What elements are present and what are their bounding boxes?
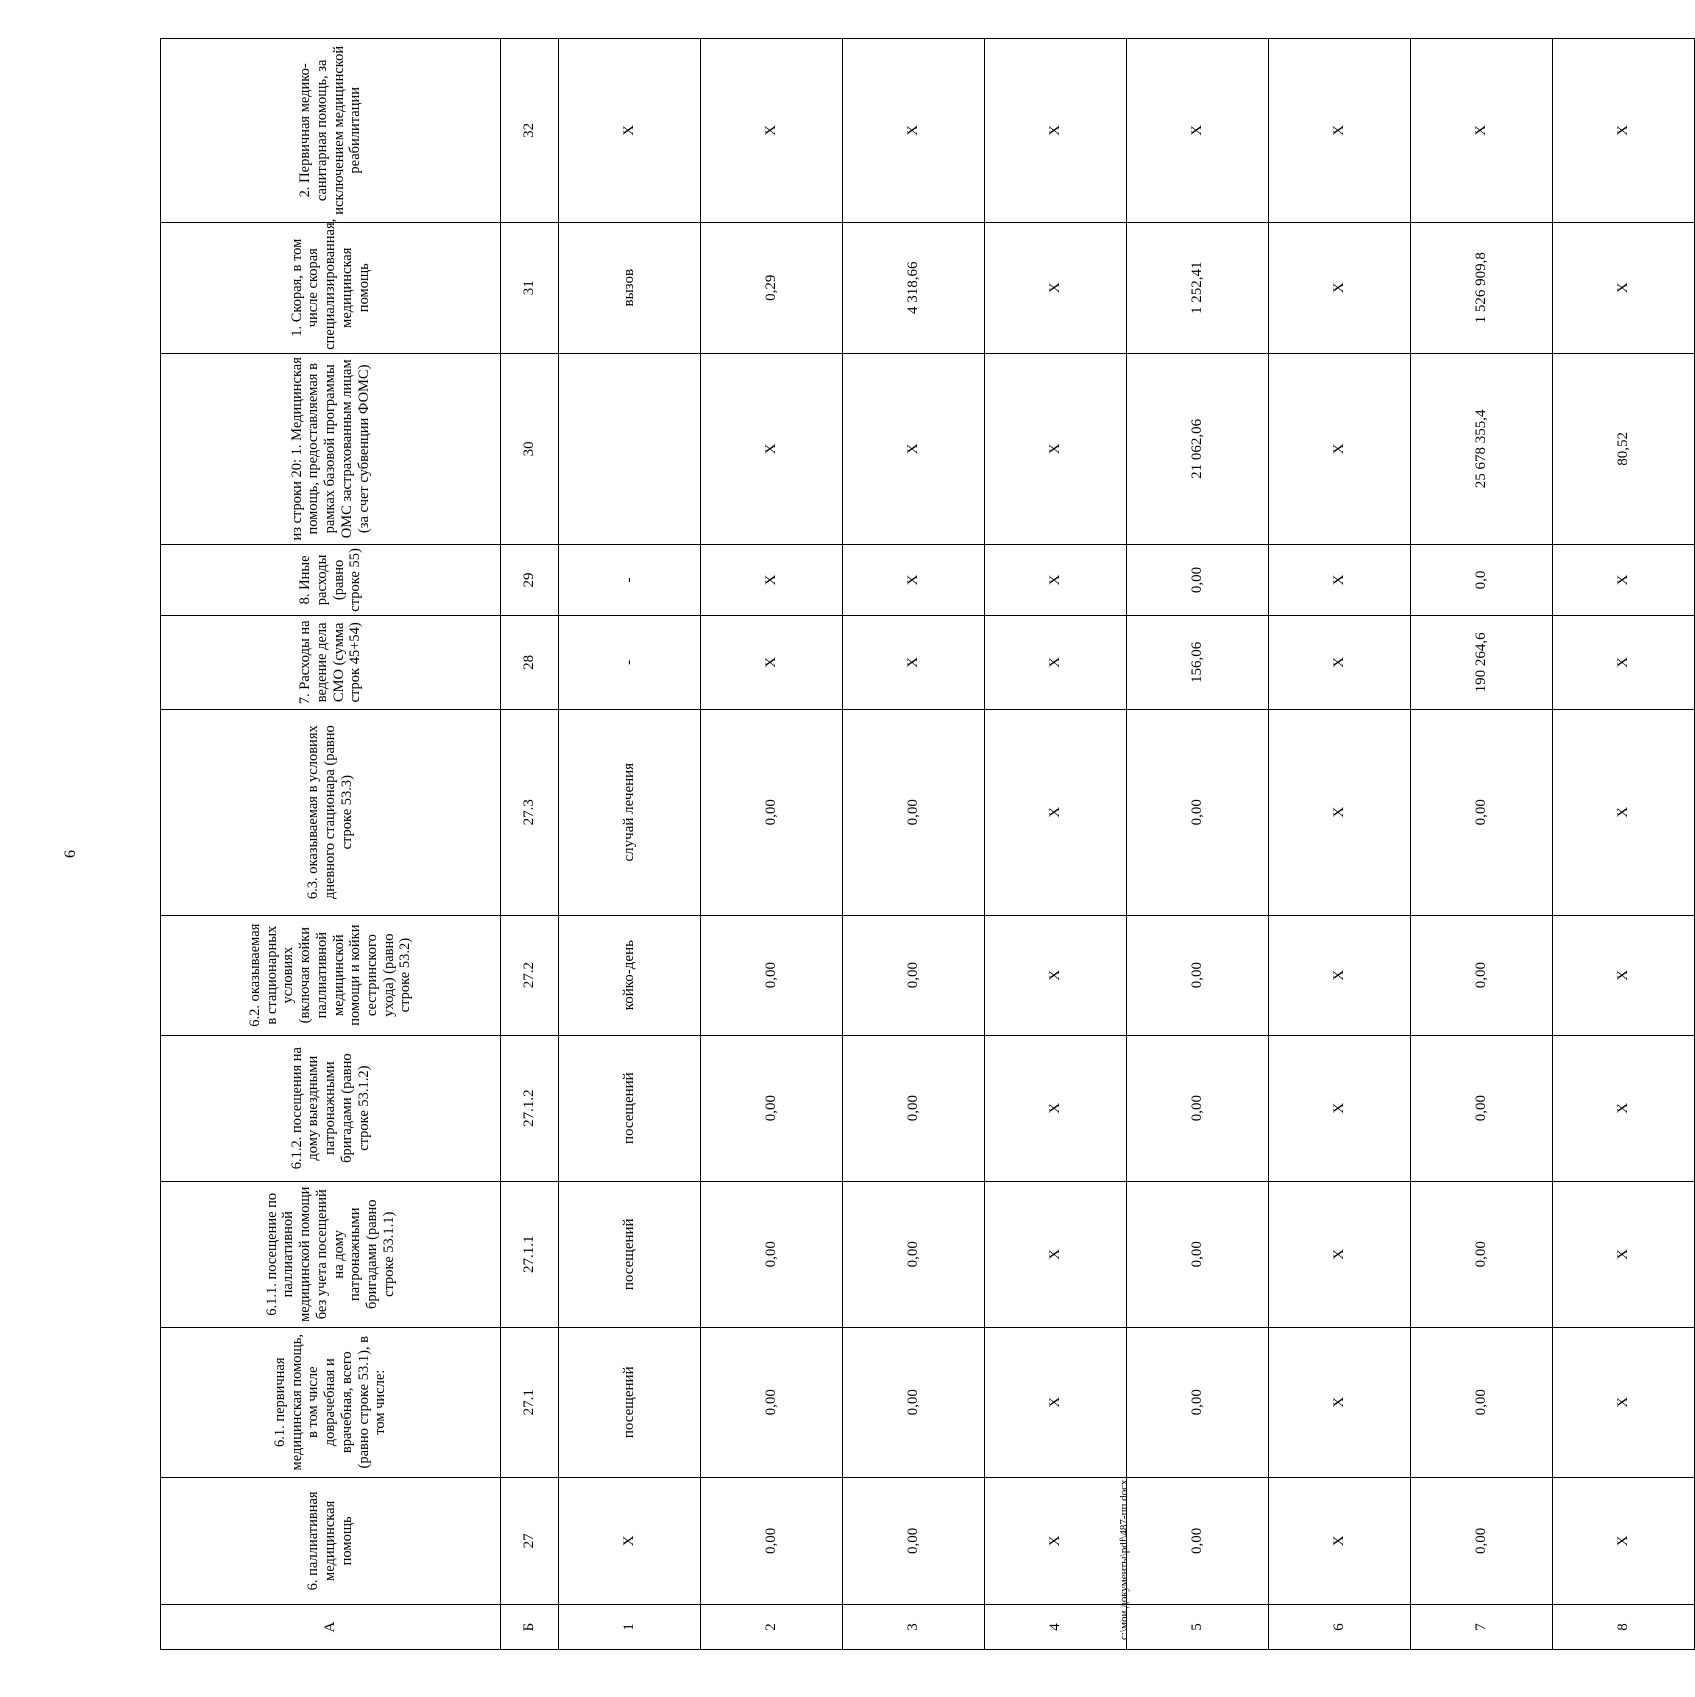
table-cell: 6.1.2. посещения на дому выездными патронажными бригадами (равно строке 53.1.2) <box>161 1035 501 1181</box>
table-cell: 0,0 <box>1411 544 1553 615</box>
table-cell: Х <box>559 1477 701 1604</box>
table-cell: Х <box>1553 1477 1695 1604</box>
table-cell: 0,00 <box>843 1477 985 1604</box>
table-cell: 0,00 <box>1127 544 1269 615</box>
table-cell: Х <box>1269 1327 1411 1477</box>
table-cell: Х <box>985 1181 1127 1327</box>
column-header-cell: Б <box>501 1605 559 1650</box>
table-cell: посещений <box>559 1181 701 1327</box>
table-cell: Х <box>985 1477 1127 1604</box>
table-cell: 6.3. оказываемая в условиях дневного стационара (равно строке 53.3) <box>161 709 501 915</box>
table-cell: Х <box>843 544 985 615</box>
table-cell: Х <box>985 39 1127 223</box>
table-cell: 0,00 <box>1411 1327 1553 1477</box>
table-cell: 0,00 <box>701 1181 843 1327</box>
table-cell: посещений <box>559 1327 701 1477</box>
footer-file-path: c:\мои документы\pdf\487-пп.docx <box>1118 1479 1130 1640</box>
table-cell: посещений <box>559 1035 701 1181</box>
table-cell: 2. Первичная медико-санитарная помощь, за исключением медицинской реабилитации <box>161 39 501 223</box>
table-cell: Х <box>1553 915 1695 1035</box>
table-cell: Х <box>843 353 985 544</box>
table-cell: Х <box>1553 222 1695 353</box>
table-cell: Х <box>1553 1327 1695 1477</box>
table-cell: Х <box>1269 915 1411 1035</box>
column-header-cell: 7 <box>1411 1605 1553 1650</box>
table-field-row <box>501 39 559 1650</box>
table-cell: Х <box>1269 353 1411 544</box>
table-cell: Х <box>985 709 1127 915</box>
table-field-row <box>1269 39 1411 1650</box>
table-cell: 30 <box>501 353 559 544</box>
table-cell: - <box>559 616 701 710</box>
table-cell: Х <box>1269 222 1411 353</box>
table-cell: 6.1.1. посещение по паллиативной медицинской помощи без учета посещений на дому патронажными бригадами (равно строке 53.1.1) <box>161 1181 501 1327</box>
column-header-cell: 6 <box>1269 1605 1411 1650</box>
table-cell: 0,00 <box>1411 1035 1553 1181</box>
table-cell: Х <box>701 544 843 615</box>
table-cell: вызов <box>559 222 701 353</box>
table-cell: Х <box>1269 39 1411 223</box>
column-header-cell: 4 <box>985 1605 1127 1650</box>
table-cell: Х <box>1411 39 1553 223</box>
table-cell: 0,29 <box>701 222 843 353</box>
table-cell: Х <box>985 616 1127 710</box>
table-cell: 0,00 <box>1411 1181 1553 1327</box>
table-cell: 28 <box>501 616 559 710</box>
table-cell: 32 <box>501 39 559 223</box>
table-cell: Х <box>985 915 1127 1035</box>
table-cell: Х <box>1269 1477 1411 1604</box>
table-cell: 0,00 <box>701 915 843 1035</box>
table-cell: Х <box>1269 1035 1411 1181</box>
table-cell: Х <box>1269 709 1411 915</box>
table-cell: Х <box>985 222 1127 353</box>
table-cell: Х <box>1127 39 1269 223</box>
table-cell: Х <box>559 39 701 223</box>
column-header-cell: 8 <box>1553 1605 1695 1650</box>
table-cell: 27.1 <box>501 1327 559 1477</box>
table-cell: 4 318,66 <box>843 222 985 353</box>
table-cell: 80,52 <box>1553 353 1695 544</box>
table-cell: Х <box>701 616 843 710</box>
table-cell: 156,06 <box>1127 616 1269 710</box>
table-cell: 6. паллиативная медицинская помощь <box>161 1477 501 1604</box>
table-cell: Х <box>1269 1181 1411 1327</box>
table-cell: 0,00 <box>701 1477 843 1604</box>
table-cell: 0,00 <box>843 1035 985 1181</box>
table-cell: 21 062,06 <box>1127 353 1269 544</box>
table-field-row <box>161 39 501 1650</box>
data-table <box>160 38 1695 1650</box>
table-cell: Х <box>985 1035 1127 1181</box>
table-cell: 27.3 <box>501 709 559 915</box>
column-header-cell: 1 <box>559 1605 701 1650</box>
table-cell: 27 <box>501 1477 559 1604</box>
column-header-cell: 5 <box>1127 1605 1269 1650</box>
table-field-row <box>843 39 985 1650</box>
table-cell: 1 252,41 <box>1127 222 1269 353</box>
table-cell: случай лечения <box>559 709 701 915</box>
table-cell: Х <box>1553 616 1695 710</box>
table-cell: 29 <box>501 544 559 615</box>
table-cell: Х <box>985 353 1127 544</box>
table-field-row <box>1127 39 1269 1650</box>
table-cell: Х <box>1269 544 1411 615</box>
table-cell: 0,00 <box>1127 915 1269 1035</box>
table-cell: 31 <box>501 222 559 353</box>
table-cell: 25 678 355,4 <box>1411 353 1553 544</box>
table-cell: Х <box>701 353 843 544</box>
table-cell <box>559 353 701 544</box>
table-cell: 0,00 <box>1411 709 1553 915</box>
column-header-cell: 3 <box>843 1605 985 1650</box>
table-cell: - <box>559 544 701 615</box>
table-cell: Х <box>1269 616 1411 710</box>
table-cell: 1 526 909,8 <box>1411 222 1553 353</box>
table-cell: 0,00 <box>701 709 843 915</box>
table-field-row <box>1411 39 1553 1650</box>
table-cell: Х <box>985 1327 1127 1477</box>
table-cell: 190 264,6 <box>1411 616 1553 710</box>
page-number: 6 <box>62 850 79 858</box>
table-cell: 27.2 <box>501 915 559 1035</box>
table-cell: Х <box>1553 39 1695 223</box>
table-cell: 27.1.1 <box>501 1181 559 1327</box>
table-cell: 27.1.2 <box>501 1035 559 1181</box>
table-cell: 6.1. первичная медицинская помощь, в том числе доврачебная и врачебная, всего (равно строке 53.1), в том числе: <box>161 1327 501 1477</box>
table-cell: Х <box>1553 544 1695 615</box>
table-cell: 0,00 <box>1127 1327 1269 1477</box>
table-cell: 8. Иные расходы (равно строке 55) <box>161 544 501 615</box>
table-field-row <box>985 39 1127 1650</box>
table-cell: 7. Расходы на ведение дела СМО (сумма строк 45+54) <box>161 616 501 710</box>
table-cell: 6.2. оказываемая в стационарных условиях (включая койки паллиативной медицинской помощи и койки сестринского ухода) (равно строке 53.2) <box>161 915 501 1035</box>
table-cell: из строки 20: 1. Медицинская помощь, предоставляемая в рамках базовой программы ОМС застрахованным лицам (за счет субвенции ФОМС) <box>161 353 501 544</box>
table-cell: 0,00 <box>1411 1477 1553 1604</box>
table-cell: 0,00 <box>843 709 985 915</box>
table-cell: Х <box>1553 1035 1695 1181</box>
table-cell: 0,00 <box>701 1035 843 1181</box>
column-header-cell: А <box>161 1605 501 1650</box>
table-cell: Х <box>843 39 985 223</box>
table-field-row <box>1553 39 1695 1650</box>
table-cell: Х <box>843 616 985 710</box>
table-cell: Х <box>1553 1181 1695 1327</box>
table-cell: Х <box>701 39 843 223</box>
table-cell: 0,00 <box>843 1181 985 1327</box>
table-cell: Х <box>985 544 1127 615</box>
table-cell: 1. Скорая, в том числе скорая специализированная, медицинская помощь <box>161 222 501 353</box>
column-header-cell: 2 <box>701 1605 843 1650</box>
table-cell: 0,00 <box>843 1327 985 1477</box>
table-cell: 0,00 <box>701 1327 843 1477</box>
table-cell: 0,00 <box>1127 1035 1269 1181</box>
table-cell: 0,00 <box>1127 1181 1269 1327</box>
table-field-row <box>559 39 701 1650</box>
table-field-row <box>701 39 843 1650</box>
table-cell: 0,00 <box>1127 709 1269 915</box>
table-cell: 0,00 <box>1411 915 1553 1035</box>
table-cell: 0,00 <box>1127 1477 1269 1604</box>
table-cell: койко-день <box>559 915 701 1035</box>
table-cell: 0,00 <box>843 915 985 1035</box>
table-cell: Х <box>1553 709 1695 915</box>
